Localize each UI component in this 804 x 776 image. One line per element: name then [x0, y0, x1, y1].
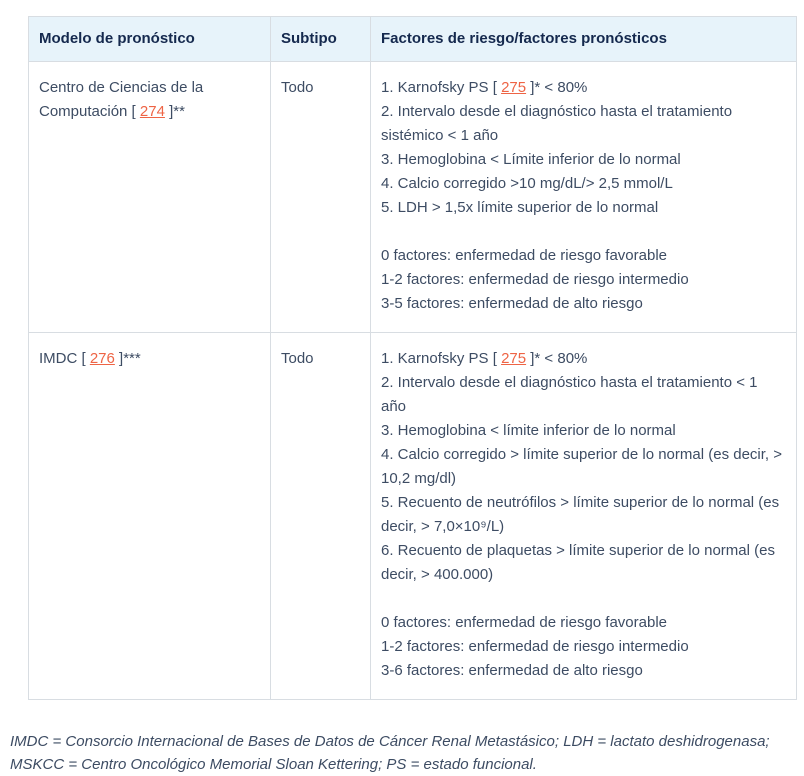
page	[0, 16, 804, 776]
text-segment: 3-5 factores: enfermedad de alto riesgo	[381, 295, 643, 312]
column-header-subtype: Subtipo	[271, 17, 371, 62]
text-segment: 2. Intervalo desde el diagnóstico hasta el tratamiento sistémico < 1 año	[381, 103, 733, 144]
text-segment: 3. Hemoglobina < Límite inferior de lo normal	[381, 151, 681, 168]
text-segment: Centro de Ciencias de la Computación [	[39, 79, 204, 120]
blank-line	[381, 220, 786, 244]
text-segment: IMDC [	[39, 350, 90, 367]
factor-line	[381, 100, 786, 148]
text-segment: 0 factores: enfermedad de riesgo favorable	[381, 614, 668, 631]
column-header-model: Modelo de pronóstico	[29, 17, 271, 62]
factor-line	[381, 196, 786, 220]
text-segment: 1. Karnofsky PS [	[381, 350, 502, 367]
factor-line	[381, 491, 786, 539]
blank-line	[381, 587, 786, 611]
text-segment: ]***	[114, 350, 141, 367]
factor-line	[381, 371, 786, 419]
text-segment: 3-6 factores: enfermedad de alto riesgo	[381, 662, 643, 679]
factor-line	[381, 539, 786, 587]
text-segment: ]* < 80%	[526, 350, 588, 367]
factor-line	[381, 172, 786, 196]
reference-link[interactable]: 275	[501, 350, 527, 367]
text-segment: 1. Karnofsky PS [	[381, 79, 502, 96]
factor-line	[381, 659, 786, 683]
text-segment: 3. Hemoglobina < límite inferior de lo normal	[381, 422, 676, 439]
factor-line	[381, 244, 786, 268]
subtype-cell: Todo	[271, 62, 371, 333]
factor-line	[381, 292, 786, 316]
text-segment: 6. Recuento de plaquetas > límite superior de lo normal (es decir, > 400.000)	[381, 542, 775, 583]
factor-line	[381, 635, 786, 659]
text-segment: 5. Recuento de neutrófilos > límite superior de lo normal (es decir, > 7,0×10⁹/L)	[381, 494, 780, 535]
factor-line	[381, 419, 786, 443]
text-segment: 0 factores: enfermedad de riesgo favorable	[381, 247, 668, 264]
factor-line	[381, 347, 786, 371]
model-cell	[29, 333, 271, 700]
factor-line	[381, 611, 786, 635]
abbreviations-footnote: IMDC = Consorcio Internacional de Bases de Datos de Cáncer Renal Metastásico; LDH = lactato deshidrogenasa; MSKCC = Centro Oncológico Memorial Sloan Kettering; PS = estado funcional.	[10, 733, 770, 773]
factor-line	[381, 443, 786, 491]
text-segment: ]* < 80%	[526, 79, 588, 96]
text-segment: 1-2 factores: enfermedad de riesgo intermedio	[381, 271, 689, 288]
model-cell	[29, 62, 271, 333]
factors-cell	[371, 333, 797, 700]
prognostic-models-table	[28, 16, 797, 700]
text-segment: 4. Calcio corregido > límite superior de lo normal (es decir, > 10,2 mg/dl)	[381, 446, 783, 487]
text-segment: ]**	[164, 103, 185, 120]
reference-link[interactable]: 276	[89, 350, 115, 367]
text-segment: 5. LDH > 1,5x límite superior de lo normal	[381, 199, 659, 216]
reference-link[interactable]: 275	[501, 79, 527, 96]
subtype-cell: Todo	[271, 333, 371, 700]
reference-link[interactable]: 274	[139, 103, 165, 120]
table-row	[29, 333, 797, 700]
factor-line	[381, 76, 786, 100]
text-segment: 1-2 factores: enfermedad de riesgo intermedio	[381, 638, 689, 655]
table-row	[29, 62, 797, 333]
text-segment: 2. Intervalo desde el diagnóstico hasta el tratamiento < 1 año	[381, 374, 758, 415]
table-header-row	[29, 17, 797, 62]
factors-cell	[371, 62, 797, 333]
column-header-factors: Factores de riesgo/factores pronósticos	[371, 17, 797, 62]
factor-line	[381, 268, 786, 292]
text-segment: 4. Calcio corregido >10 mg/dL/> 2,5 mmol/L	[381, 175, 673, 192]
factor-line	[381, 148, 786, 172]
